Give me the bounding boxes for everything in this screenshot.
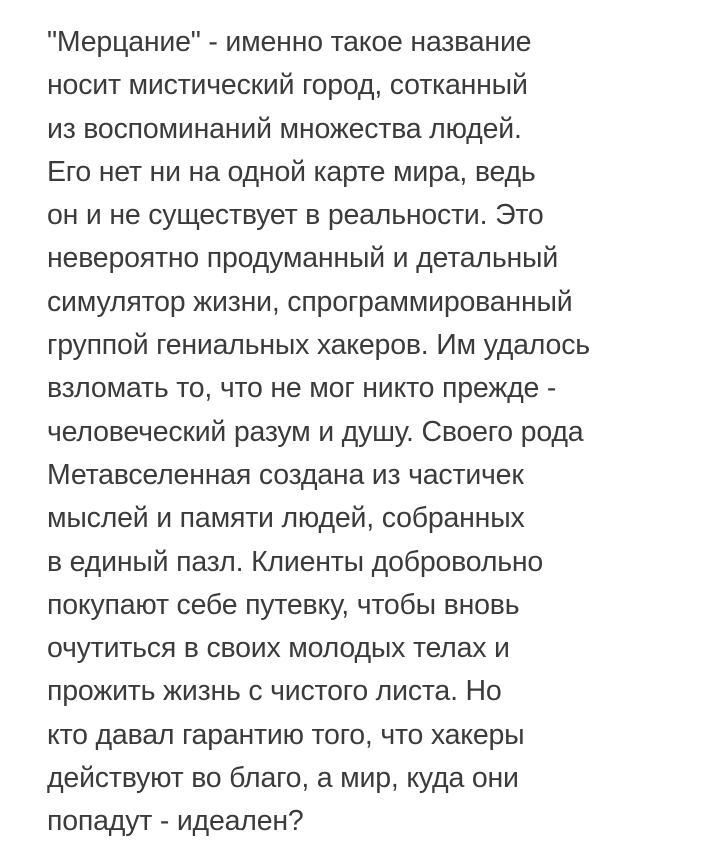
text-line: покупают себе путевку, чтобы вновь <box>47 588 520 621</box>
text-line: группой гениальных хакеров. Им удалось <box>47 329 590 362</box>
text-line: в единый пазл. Клиенты добровольно <box>47 545 544 578</box>
text-line: "Мерцание" - именно такое название <box>47 26 532 58</box>
body-text <box>47 21 707 844</box>
text-line: он и не существует в реальности. Это <box>47 199 544 232</box>
text-line: из воспоминаний множества людей. <box>47 112 522 145</box>
text-line: человеческий разум и душу. Своего рода <box>47 415 584 448</box>
text-line: кто давал гарантию того, что хакеры <box>47 718 525 751</box>
text-line: носит мистический город, сотканный <box>47 69 528 102</box>
text-line: действуют во благо, а мир, куда они <box>47 762 519 795</box>
text-line: Его нет ни на одной карте мира, ведь <box>47 155 536 188</box>
text-line: невероятно продуманный и детальный <box>47 242 559 275</box>
text-line: попадут - идеален? <box>47 805 304 838</box>
text-line: симулятор жизни, спрограммированный <box>47 285 573 318</box>
text-line: прожить жизнь с чистого листа. Но <box>47 675 502 708</box>
text-line: взломать то, что не мог никто прежде - <box>47 372 557 405</box>
text-line: мыслей и памяти людей, собранных <box>47 502 525 535</box>
text-line: очутиться в своих молодых телах и <box>47 632 510 665</box>
text-line: Метавселенная создана из частичек <box>47 458 524 491</box>
